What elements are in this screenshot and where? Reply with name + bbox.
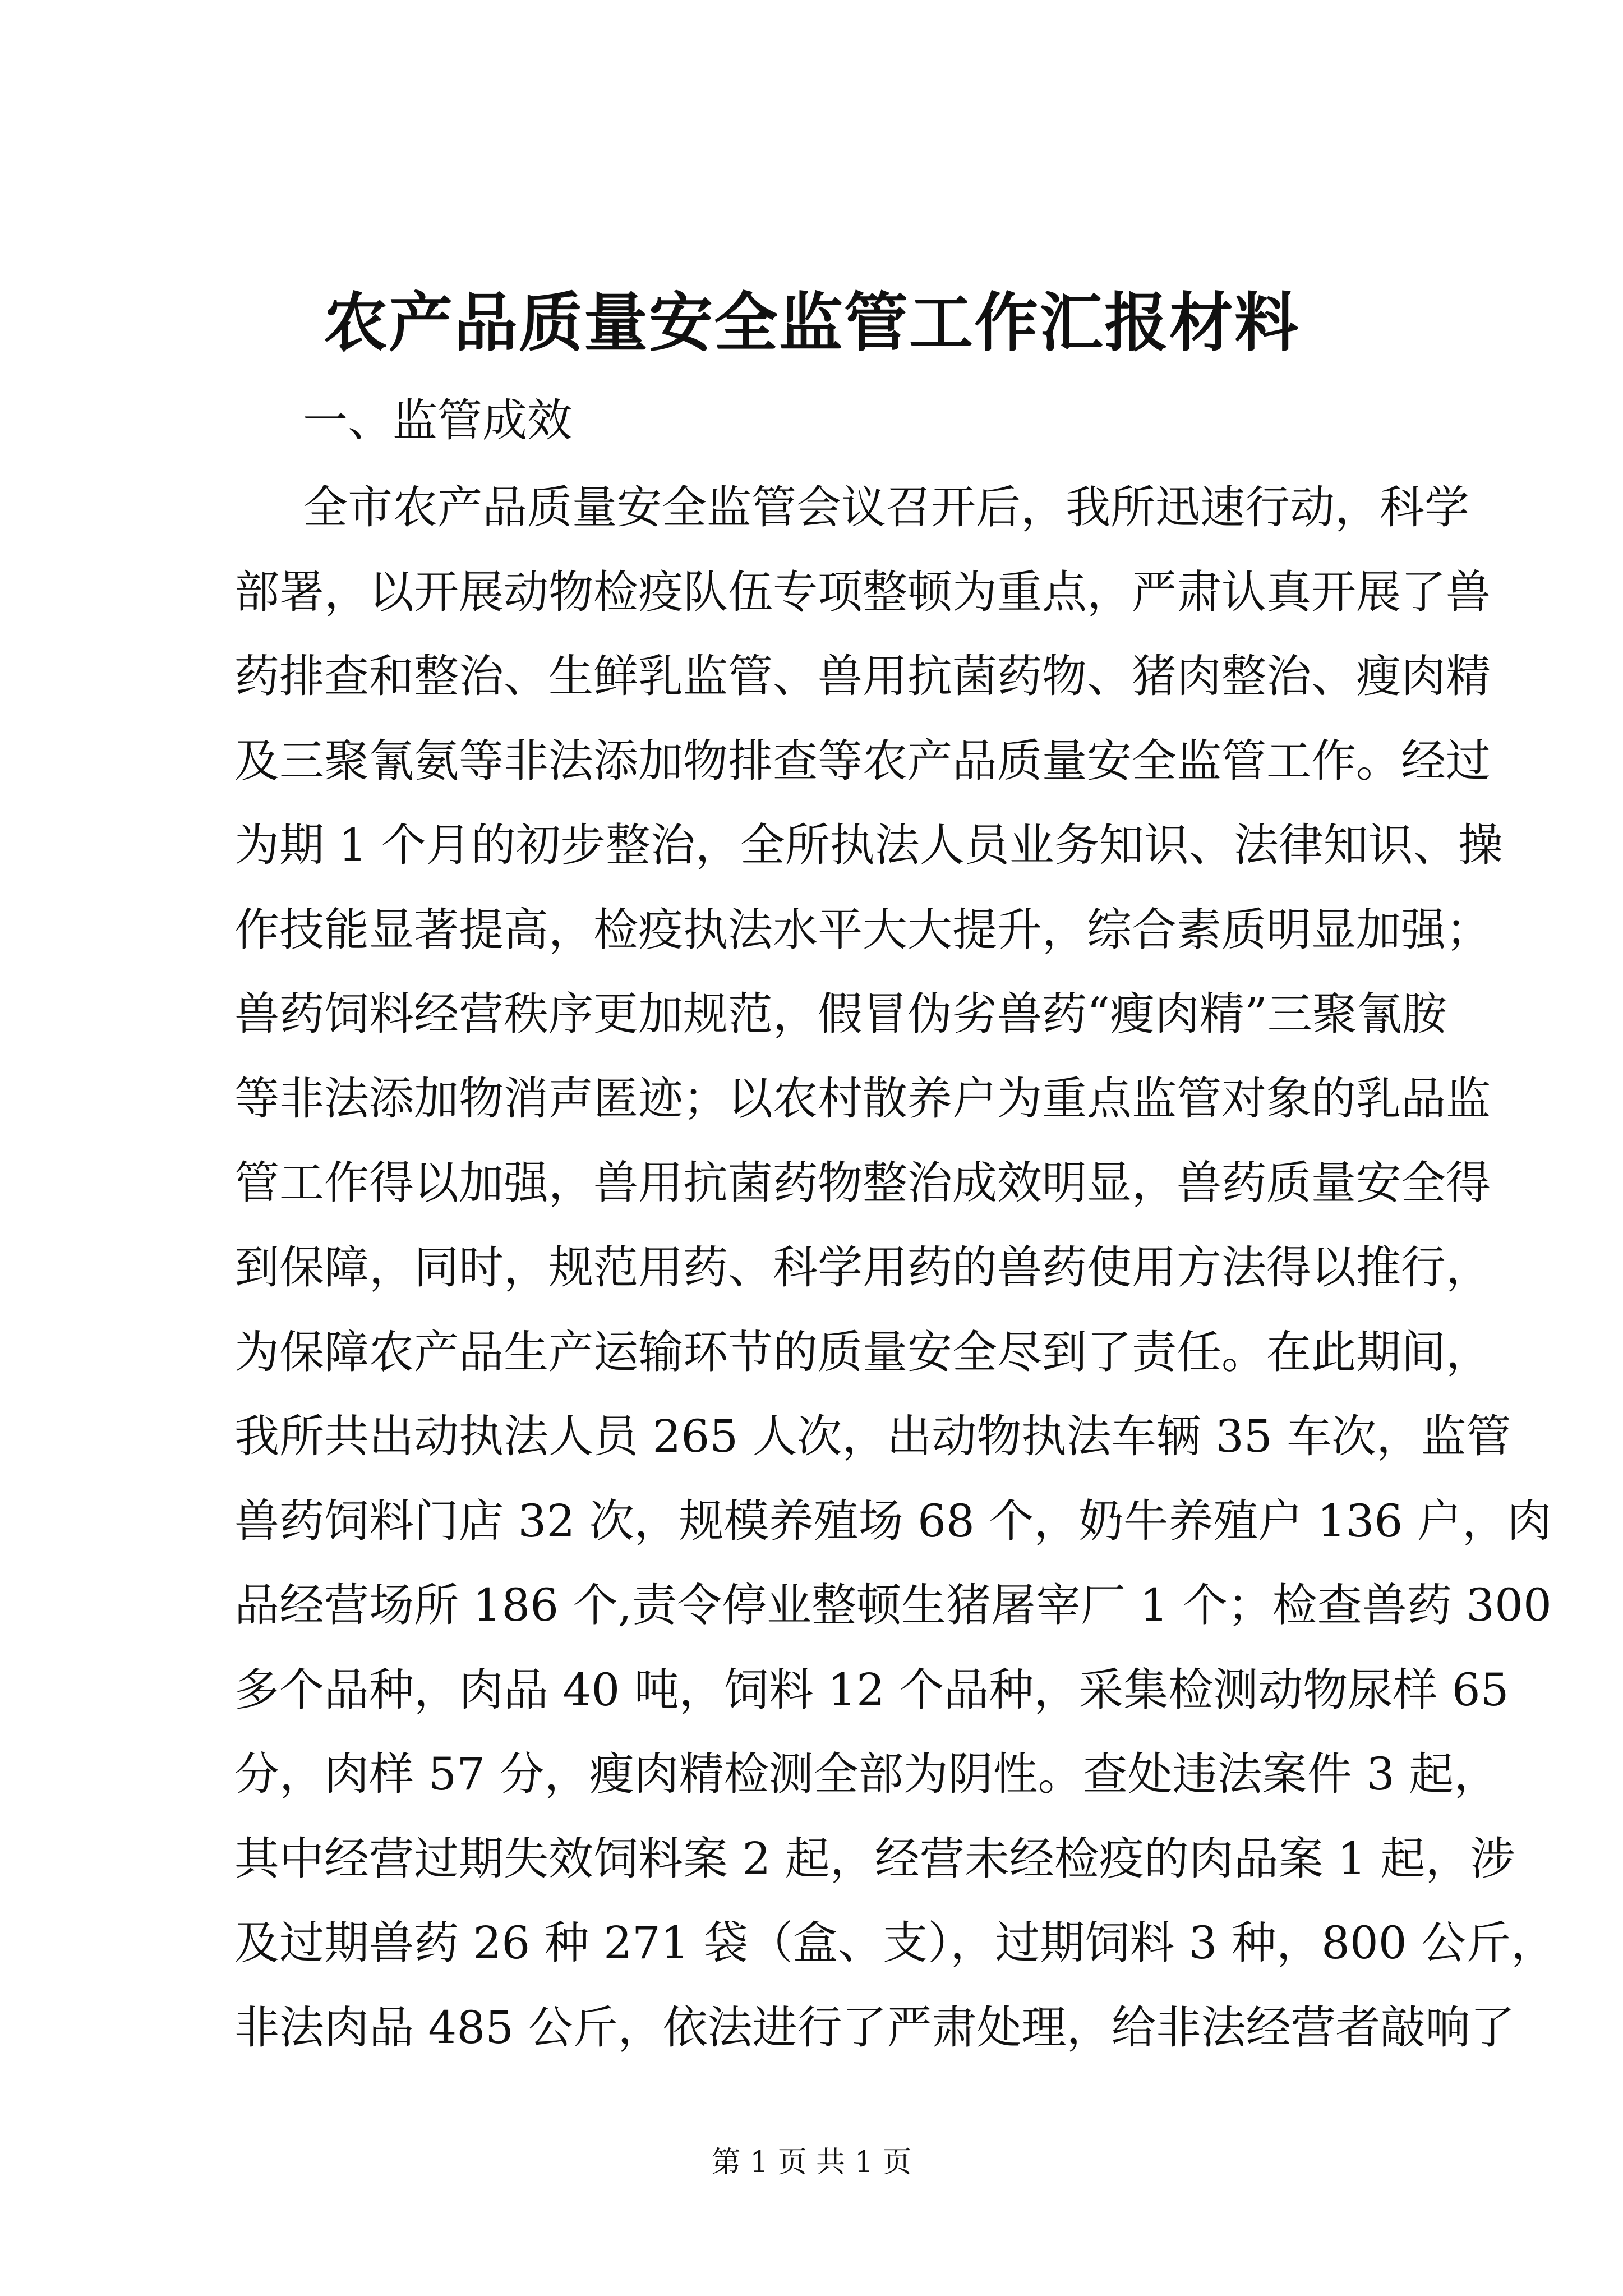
- paragraph-line: 及过期兽药 26 种 271 袋（盒、支），过期饲料 3 种，800 公斤，: [234, 1917, 1556, 1969]
- paragraph-line: 品经营场所 186 个,责令停业整顿生猪屠宰厂 1 个；检查兽药 300: [234, 1579, 1552, 1631]
- paragraph-line: 为期 1 个月的初步整治，全所执法人员业务知识、法律知识、操: [234, 819, 1503, 871]
- paragraph-line: 我所共出动执法人员 265 人次，出动物执法车辆 35 车次，监管: [234, 1410, 1511, 1462]
- paragraph-line: 为保障农产品生产运输环节的质量安全尽到了责任。在此期间，: [234, 1326, 1491, 1378]
- paragraph-line: 其中经营过期失效饲料案 2 起，经营未经检疫的肉品案 1 起，涉: [234, 1833, 1515, 1885]
- paragraph-line: 管工作得以加强，兽用抗菌药物整治成效明显，兽药质量安全得: [234, 1157, 1491, 1209]
- paragraph-line: 到保障，同时，规范用药、科学用药的兽药使用方法得以推行，: [234, 1241, 1491, 1294]
- page-footer: 第 1 页 共 1 页: [711, 2146, 912, 2179]
- paragraph-line: 药排查和整治、生鲜乳监管、兽用抗菌药物、猪肉整治、瘦肉精: [234, 650, 1491, 702]
- section-heading: 一、监管成效: [303, 394, 572, 447]
- paragraph-line: 全市农产品质量安全监管会议召开后，我所迅速行动，科学: [303, 481, 1469, 533]
- paragraph-line: 多个品种，肉品 40 吨，饲料 12 个品种，采集检测动物尿样 65: [234, 1664, 1509, 1716]
- paragraph-line: 等非法添加物消声匿迹；以农村散养户为重点监管对象的乳品监: [234, 1073, 1491, 1125]
- paragraph-line: 非法肉品 485 公斤，依法进行了严肃处理，给非法经营者敲响了: [234, 2001, 1515, 2054]
- paragraph-line: 部署，以开展动物检疫队伍专项整顿为重点，严肃认真开展了兽: [234, 566, 1491, 618]
- paragraph-line: 兽药饲料门店 32 次，规模养殖场 68 个，奶牛养殖户 136 户，肉: [234, 1495, 1552, 1547]
- paragraph-line: 兽药饲料经营秩序更加规范，假冒伪劣兽药“瘦肉精”三聚氰胺: [234, 988, 1447, 1040]
- paragraph-line: 分，肉样 57 分，瘦肉精检测全部为阴性。查处违法案件 3 起，: [234, 1748, 1499, 1800]
- document-title: 农产品质量安全监管工作汇报材料: [323, 285, 1299, 360]
- paragraph-line: 及三聚氰氨等非法添加物排查等农产品质量安全监管工作。经过: [234, 735, 1491, 787]
- paragraph-line: 作技能显著提高，检疫执法水平大大提升，综合素质明显加强；: [234, 904, 1491, 956]
